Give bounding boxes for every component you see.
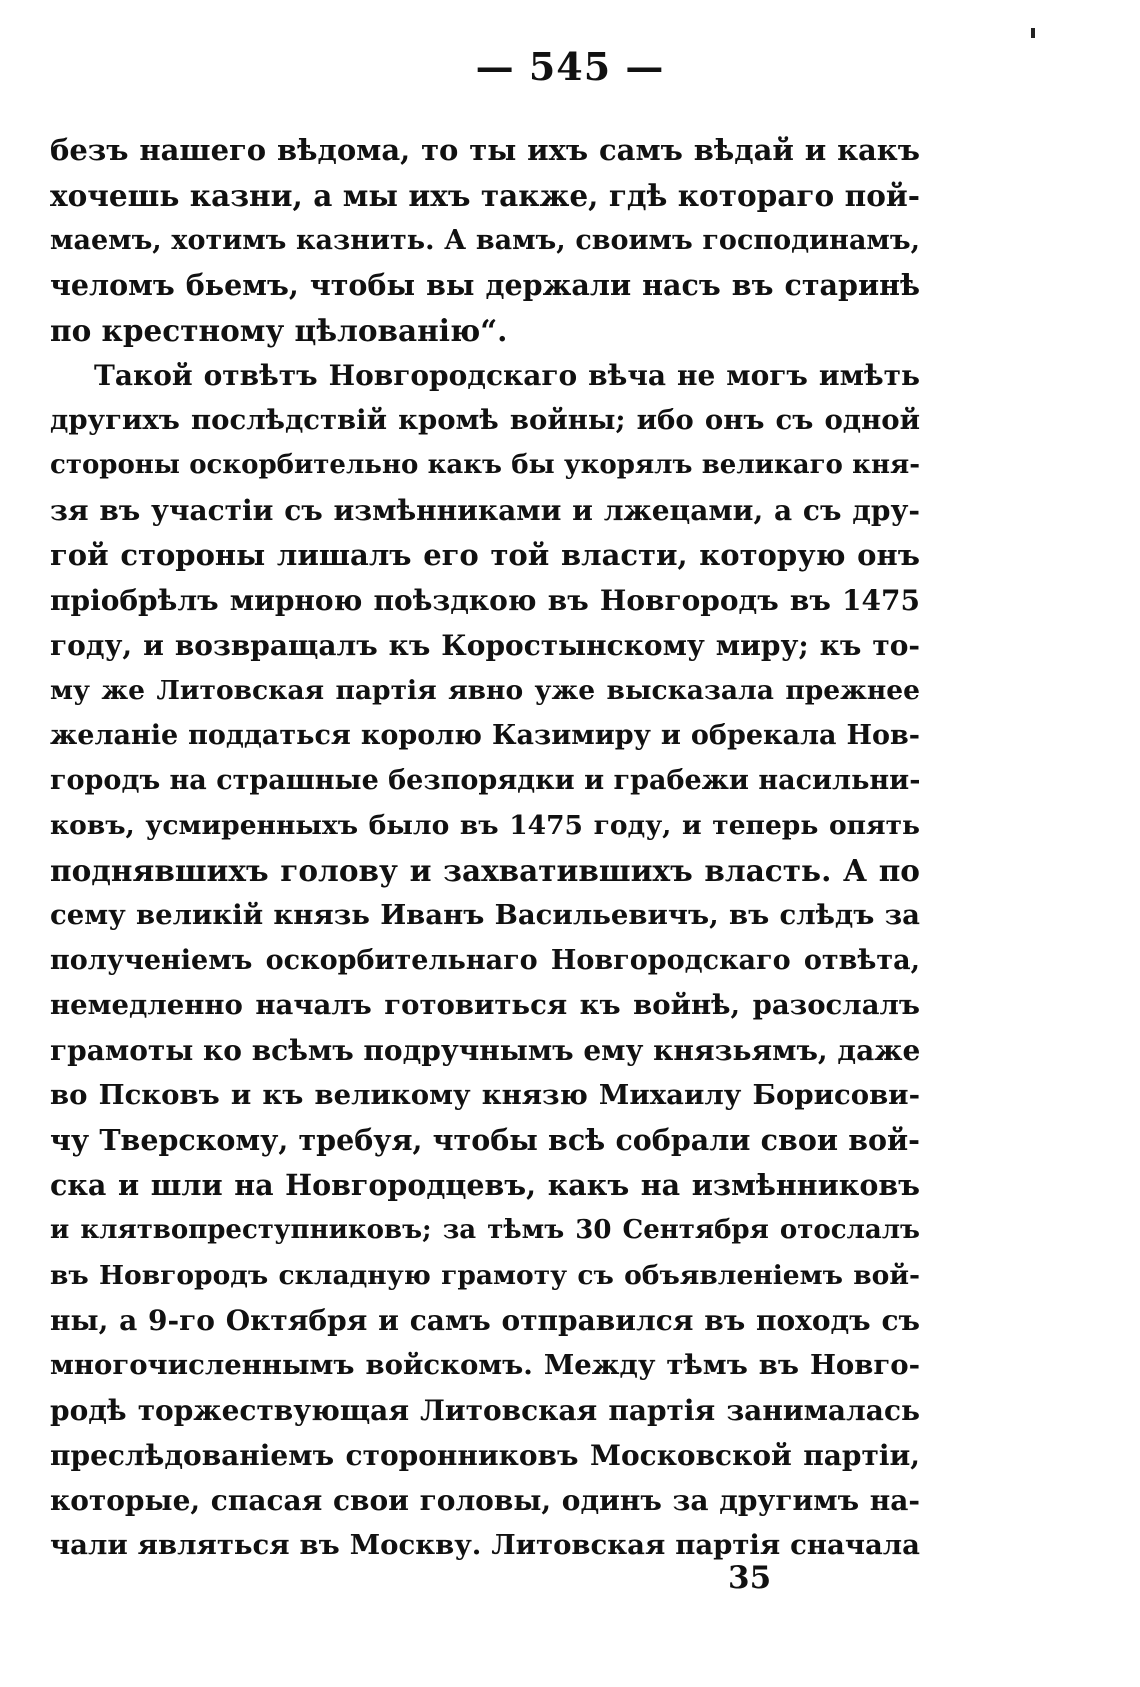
page-number: — 545 — bbox=[475, 44, 665, 89]
text-line: зя въ участіи съ измѣнниками и лжецами, а съ дру- bbox=[50, 494, 920, 527]
text-line: другихъ послѣдствій кромѣ войны; ибо онъ съ одной bbox=[50, 404, 920, 436]
text-line: которые, спасая свои головы, одинъ за другимъ на- bbox=[50, 1484, 920, 1517]
text-line: чу Тверскому, требуя, чтобы всѣ собрали свои вой- bbox=[50, 1123, 920, 1157]
text-line: городъ на страшные безпорядки и грабежи насильни- bbox=[50, 765, 920, 796]
text-line: во Псковъ и къ великому князю Михаилу Борисови- bbox=[50, 1079, 920, 1111]
text-line: году, и возвращалъ къ Коростынскому миру; къ то- bbox=[50, 629, 920, 662]
text-line: многочисленнымъ войскомъ. Между тѣмъ въ Новго- bbox=[50, 1349, 920, 1381]
text-line: Такой отвѣтъ Новгородскаго вѣча не могъ имѣть bbox=[94, 359, 920, 392]
text-line: стороны оскорбительно какъ бы укорялъ великаго кня- bbox=[50, 450, 920, 480]
text-line: немедленно началъ готовиться къ войнѣ, разослалъ bbox=[50, 989, 920, 1021]
text-line: му же Литовская партія явно уже высказала прежнее bbox=[50, 675, 920, 706]
signature-mark: 35 bbox=[728, 1560, 772, 1596]
text-line: ска и шли на Новгородцевъ, какъ на измѣнниковъ bbox=[50, 1168, 920, 1202]
text-line: желаніе поддаться королю Казимиру и обрекала Нов- bbox=[50, 720, 920, 751]
text-line: ны, а 9-го Октября и самъ отправился въ походъ съ bbox=[50, 1304, 920, 1337]
text-line: грамоты ко всѣмъ подручнымъ ему князьямъ, даже bbox=[50, 1034, 920, 1067]
text-line: маемъ, хотимъ казнить. А вамъ, своимъ господинамъ, bbox=[50, 225, 920, 256]
text-line: сему великій князь Иванъ Васильевичъ, въ слѣдъ за bbox=[50, 899, 920, 931]
print-speck bbox=[1031, 28, 1035, 38]
text-line: чали являться въ Москву. Литовская партія сначала bbox=[50, 1529, 920, 1561]
text-line: преслѣдованіемъ сторонниковъ Московской партіи, bbox=[50, 1439, 920, 1472]
text-line: хочешь казни, а мы ихъ также, гдѣ котораго пой- bbox=[50, 178, 920, 213]
text-line: поднявшихъ голову и захватившихъ власть. А по bbox=[50, 853, 920, 888]
text-line: родѣ торжествующая Литовская партія занималась bbox=[50, 1394, 920, 1427]
text-line: гой стороны лишалъ его той власти, которую онъ bbox=[50, 538, 920, 572]
text-line: челомъ бьемъ, чтобы вы держали насъ въ старинѣ bbox=[50, 268, 920, 302]
text-line: пріобрѣлъ мирною поѣздкою въ Новгородъ въ 1475 bbox=[50, 584, 920, 617]
body-text bbox=[50, 128, 920, 1568]
text-line: по крестному цѣлованію“. bbox=[50, 313, 508, 348]
text-line: въ Новгородъ складную грамоту съ объявленіемъ вой- bbox=[50, 1260, 920, 1291]
text-line: ковъ, усмиренныхъ было въ 1475 году, и теперь опять bbox=[50, 810, 920, 841]
text-line: и клятвопреступниковъ; за тѣмъ 30 Сентября отослалъ bbox=[50, 1215, 920, 1245]
text-line: полученіемъ оскорбительнаго Новгородскаго отвѣта, bbox=[50, 945, 920, 976]
text-line: безъ нашего вѣдома, то ты ихъ самъ вѣдай и какъ bbox=[50, 133, 920, 167]
